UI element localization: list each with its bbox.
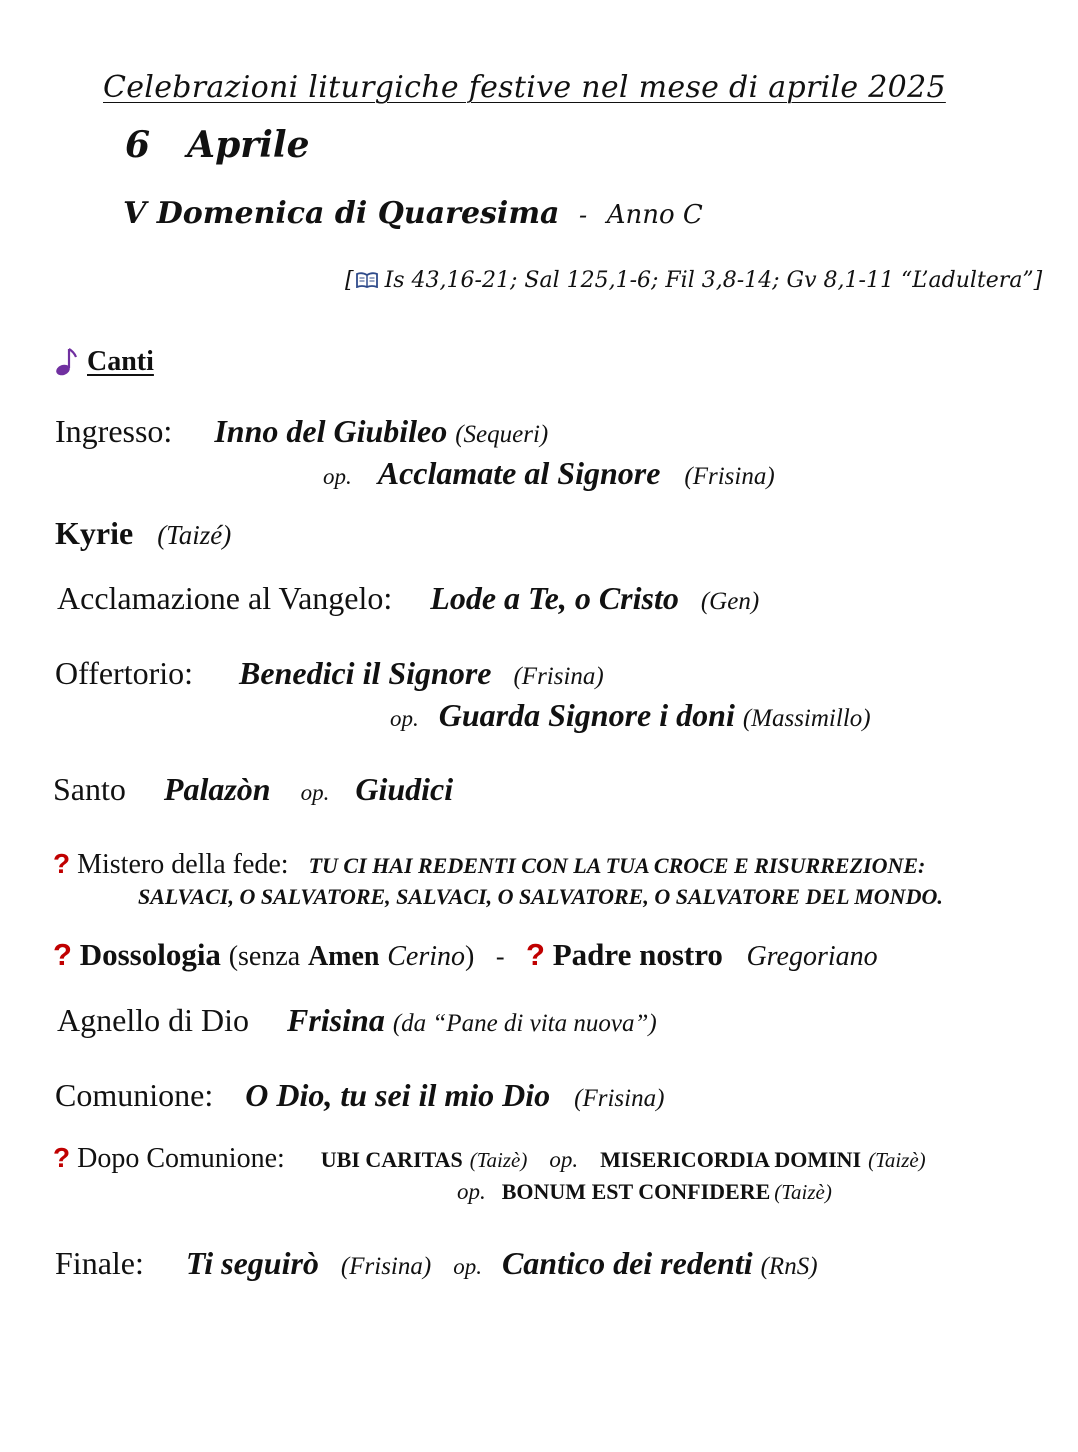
agnello-label: Agnello di Dio	[57, 1002, 249, 1038]
dopo-author3: (Taizè)	[774, 1180, 832, 1204]
santo-op: op.	[300, 780, 330, 805]
page-title: Celebrazioni liturgiche festive nel mese di aprile 2025	[103, 70, 946, 105]
santo-label: Santo	[53, 771, 126, 807]
dopo-op2: op.	[457, 1179, 486, 1204]
comunione-song: O Dio, tu sei il mio Dio	[245, 1077, 551, 1113]
open-book-icon	[356, 269, 378, 285]
agnello-note: (da “Pane di vita nuova”)	[392, 1010, 657, 1037]
dossologia-row	[53, 937, 878, 973]
comunione-author: (Frisina)	[574, 1085, 665, 1112]
dossologia-author: Cerino	[387, 941, 466, 972]
offertorio-song: Benedici il Signore	[239, 655, 492, 691]
ingresso-alt-author: (Frisina)	[684, 463, 775, 490]
question-mark-icon: ?	[53, 937, 72, 972]
santo-row	[53, 771, 453, 808]
dopo-author1: (Taizè)	[469, 1148, 528, 1172]
acclamazione-row	[57, 580, 759, 617]
offertorio-op: op.	[390, 706, 419, 731]
ingresso-alt-song: Acclamate al Signore	[377, 455, 661, 491]
padre-nostro-label: Padre nostro	[552, 937, 723, 972]
sunday-title	[123, 196, 703, 231]
comunione-label: Comunione:	[55, 1077, 214, 1113]
padre-nostro-author: Gregoriano	[746, 941, 878, 972]
music-note-icon	[55, 346, 79, 376]
dopo-comunione-row	[53, 1142, 926, 1175]
mistero-line2: SALVACI, O SALVATORE, SALVACI, O SALVATORE, O SALVATORE DEL MONDO.	[138, 884, 943, 909]
offertorio-row	[55, 655, 604, 692]
ingresso-op: op.	[323, 464, 352, 489]
dopo-op1: op.	[549, 1147, 579, 1172]
finale-label: Finale:	[55, 1245, 144, 1281]
mistero-row	[53, 848, 925, 881]
dossologia-separator: -	[495, 942, 505, 971]
readings-reference	[345, 268, 1042, 293]
agnello-row	[57, 1002, 657, 1039]
ingresso-song: Inno del Giubileo	[214, 413, 448, 449]
ingresso-row	[55, 413, 548, 450]
dopo-song3: BONUM EST CONFIDERE	[501, 1179, 771, 1204]
sunday-name: V Domenica di Quaresima	[123, 196, 560, 231]
dopo-song2: MISERICORDIA DOMINI	[600, 1147, 862, 1172]
dossologia-paren-open: (senza	[228, 941, 301, 972]
ingresso-label: Ingresso:	[55, 413, 173, 449]
acclamazione-author: (Gen)	[700, 588, 760, 615]
question-mark-icon: ?	[526, 937, 545, 972]
dopo-comunione-label: Dopo Comunione:	[77, 1143, 285, 1174]
offertorio-alt-author: (Massimillo)	[742, 705, 871, 732]
dopo-author2: (Taizè)	[868, 1148, 926, 1172]
offertorio-alt-song: Guarda Signore i doni	[438, 697, 735, 733]
dossologia-paren-close: )	[465, 941, 475, 972]
offertorio-label: Offertorio:	[55, 655, 194, 691]
ingresso-author: (Sequeri)	[455, 421, 549, 448]
santo-alt-song: Giudici	[355, 771, 454, 807]
santo-song: Palazòn	[163, 771, 271, 807]
finale-row	[55, 1245, 818, 1282]
question-mark-icon: ?	[53, 848, 71, 879]
ingresso-alt-row	[323, 455, 775, 492]
date-day: 6	[125, 124, 151, 166]
kyrie-author: (Taizé)	[157, 520, 232, 550]
dossologia-amen: Amen	[307, 941, 380, 972]
canti-heading	[55, 346, 154, 378]
sunday-separator: -	[579, 201, 588, 229]
mistero-label: Mistero della fede:	[77, 849, 289, 880]
liturgical-year: Anno C	[606, 200, 703, 230]
question-mark-icon: ?	[53, 1142, 71, 1173]
kyrie-row	[55, 515, 231, 552]
kyrie-label: Kyrie	[55, 515, 134, 551]
dossologia-label: Dossologia	[79, 937, 221, 972]
dopo-song1: UBI CARITAS	[320, 1147, 463, 1172]
acclamazione-song: Lode a Te, o Cristo	[430, 580, 679, 616]
acclamazione-label: Acclamazione al Vangelo:	[57, 580, 393, 616]
offertorio-alt-row	[390, 697, 871, 734]
agnello-song: Frisina	[286, 1002, 385, 1038]
finale-alt-song: Cantico dei redenti	[501, 1245, 753, 1281]
canti-label: Canti	[87, 346, 154, 377]
dopo-comunione-alt-row	[457, 1179, 832, 1205]
readings-open-bracket: [	[345, 268, 354, 293]
comunione-row	[55, 1077, 664, 1114]
finale-author: (Frisina)	[340, 1253, 432, 1280]
celebration-date	[125, 124, 309, 166]
finale-op: op.	[453, 1254, 482, 1279]
mistero-line1: TU CI HAI REDENTI CON LA TUA CROCE E RISURREZIONE:	[308, 853, 926, 878]
readings-text: Is 43,16-21; Sal 125,1-6; Fil 3,8-14; Gv 8,1-11 “L’adultera”]	[377, 268, 1043, 293]
finale-song: Ti seguirò	[185, 1245, 319, 1281]
date-month: Aprile	[187, 124, 310, 166]
finale-alt-author: (RnS)	[760, 1253, 818, 1280]
offertorio-author: (Frisina)	[513, 663, 604, 690]
